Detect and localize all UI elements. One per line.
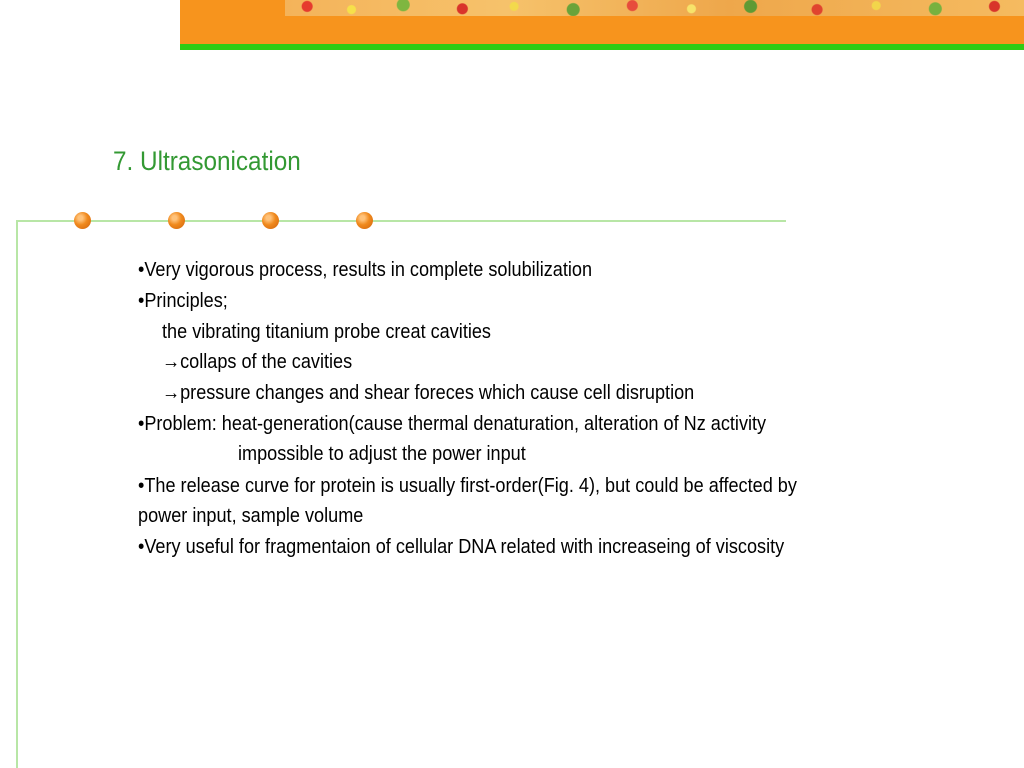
bullet-principles: •Principles; [138, 290, 228, 312]
bullet-dna-fragmentation: •Very useful for fragmentaion of cellular DNA related with increaseing of viscosity [138, 536, 785, 558]
orange-dot-4 [356, 212, 373, 229]
slide-title: 7. Ultrasonication [113, 146, 301, 176]
orange-dot-1 [74, 212, 91, 229]
vertical-rule [16, 220, 18, 768]
principle-probe-cavities: the vibrating titanium probe creat cavities [162, 321, 491, 343]
arrow-right-icon: → [162, 382, 181, 404]
bullet-release-curve: •The release curve for protein is usually first-order(Fig. 4), but could be affected by [138, 475, 797, 497]
flower-photo-strip [285, 0, 1024, 16]
principle-collapse [162, 350, 352, 374]
header-banner [180, 0, 1024, 44]
horizontal-rule [16, 220, 786, 222]
orange-dot-3 [262, 212, 279, 229]
principle-shear [162, 381, 694, 405]
bullet-problem: •Problem: heat-generation(cause thermal denaturation, alteration of Nz activity [138, 413, 767, 435]
arrow-right-icon: → [162, 351, 181, 373]
problem-continuation: impossible to adjust the power input [238, 443, 526, 465]
principle-shear-text: pressure changes and shear foreces which cause cell disruption [180, 382, 695, 404]
orange-dot-2 [168, 212, 185, 229]
release-curve-continuation: power input, sample volume [138, 505, 364, 527]
principle-collapse-text: collaps of the cavities [180, 351, 353, 373]
banner-green-stripe [180, 44, 1024, 50]
bullet-vigorous: •Very vigorous process, results in complete solubilization [138, 259, 593, 281]
